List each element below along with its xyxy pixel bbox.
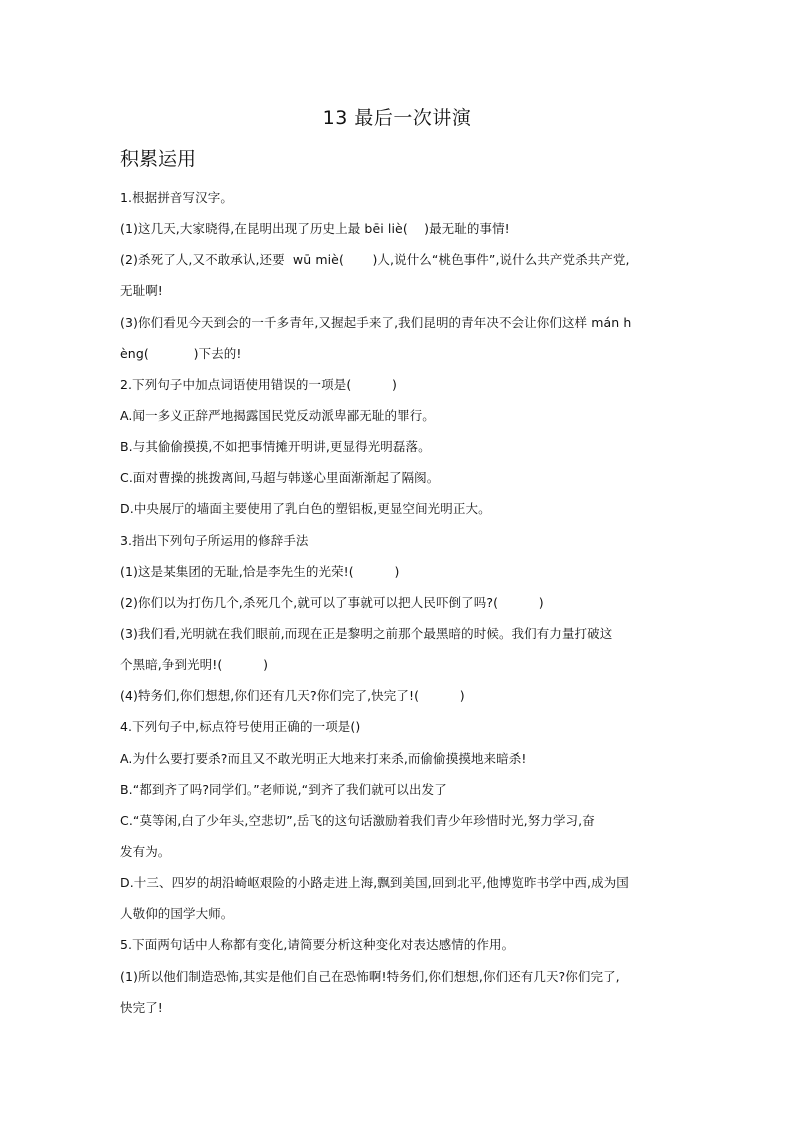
question-1-item-3: (3)你们看见今天到会的一千多青年,又握起手来了,我们昆明的青年决不会让你们这样 mán h xyxy=(120,314,632,330)
page-title: 13 最后一次讲演 xyxy=(322,107,472,129)
question-2-option-a: A.闻一多义正辞严地揭露国民党反动派卑鄙无耻的罪行。 xyxy=(120,407,435,423)
question-3-item-2: (2)你们以为打伤几个,杀死几个,就可以了事就可以把人民吓倒了吗?( ) xyxy=(120,594,544,610)
question-4-heading: 4.下列句子中,标点符号使用正确的一项是() xyxy=(120,719,361,735)
question-4-option-d-continued: 人敬仰的国学大师。 xyxy=(120,906,234,922)
question-2-option-b: B.与其偷偷摸摸,不如把事情摊开明讲,更显得光明磊落。 xyxy=(120,439,431,455)
question-4-option-c-continued: 发有为。 xyxy=(120,843,171,859)
question-2-option-c: C.面对曹操的挑拨离间,马超与韩遂心里面渐渐起了隔阂。 xyxy=(120,470,440,486)
question-5-item-1: (1)所以他们制造恐怖,其实是他们自己在恐怖啊!特务们,你们想想,你们还有几天?你们完了, xyxy=(120,968,620,984)
question-1-item-1: (1)这几天,大家晓得,在昆明出现了历史上最 bēi liè( )最无耻的事情! xyxy=(120,221,510,237)
question-5-heading: 5.下面两句话中人称都有变化,请简要分析这种变化对表达感情的作用。 xyxy=(120,937,515,953)
question-3-item-1: (1)这是某集团的无耻,恰是李先生的光荣!( ) xyxy=(120,563,400,579)
question-2-option-d: D.中央展厅的墙面主要使用了乳白色的塑铝板,更显空间光明正大。 xyxy=(120,501,491,517)
question-1-item-2-continued: 无耻啊! xyxy=(120,283,163,299)
question-5-item-1-continued: 快完了! xyxy=(120,999,163,1015)
question-4-option-b: B.“都到齐了吗?同学们。”老师说,“到齐了我们就可以出发了 xyxy=(120,781,447,797)
question-4-option-c: C.“莫等闲,白了少年头,空悲切”,岳飞的这句话激励着我们青少年珍惜时光,努力学习,奋 xyxy=(120,812,595,828)
question-4-option-d: D.十三、四岁的胡沿崎岖艰险的小路走进上海,飘到美国,回到北平,他博览昨书学中西,成为国 xyxy=(120,875,629,891)
question-3-item-3-continued: 个黑暗,争到光明!( ) xyxy=(120,657,269,673)
question-content xyxy=(120,182,680,1023)
question-3-item-4: (4)特务们,你们想想,你们还有几天?你们完了,快完了!( ) xyxy=(120,688,465,704)
question-4-option-a: A.为什么要打要杀?而且又不敢光明正大地来打来杀,而偷偷摸摸地来暗杀! xyxy=(120,750,527,766)
question-1-heading: 1.根据拼音写汉字。 xyxy=(120,190,233,205)
question-1-item-3-continued: èng( )下去的! xyxy=(120,345,242,361)
question-2-heading: 2.下列句子中加点词语使用错误的一项是( ) xyxy=(120,376,398,392)
section-heading: 积累运用 xyxy=(120,148,197,170)
question-3-item-3: (3)我们看,光明就在我们眼前,而现在正是黎明之前那个最黑暗的时候。我们有力量打破这 xyxy=(120,625,613,641)
question-3-heading: 3.指出下列句子所运用的修辞手法 xyxy=(120,532,309,548)
question-1-item-2: (2)杀死了人,又不敢承认,还要 wū miè( )人,说什么“桃色事件”,说什么共产党杀共产党, xyxy=(120,252,630,268)
